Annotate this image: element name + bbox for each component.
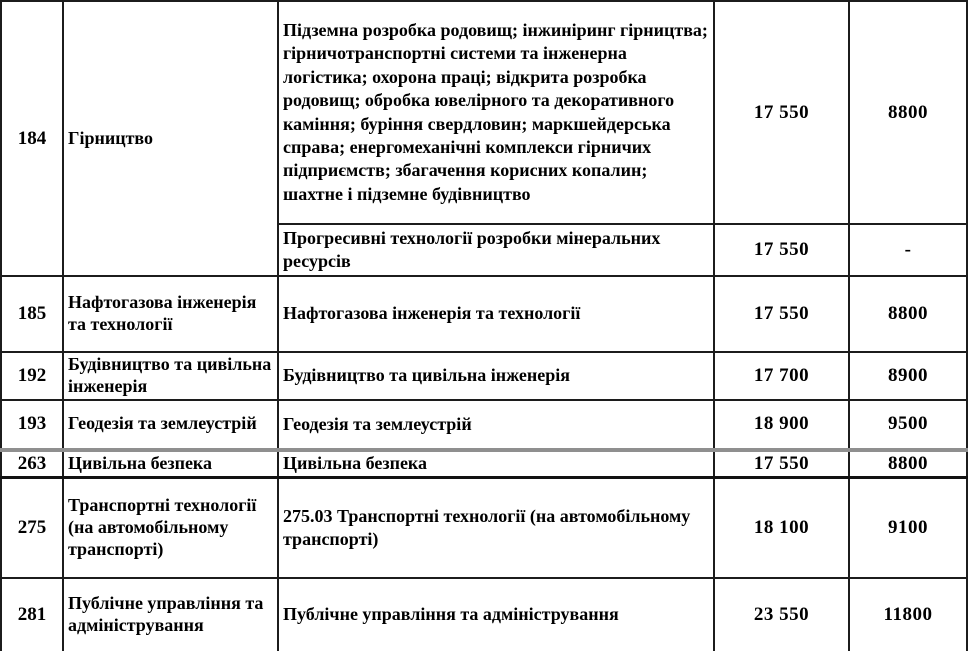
program-cell: Цивільна безпека: [278, 450, 714, 478]
code-cell: 193: [1, 400, 63, 450]
program-cell: Підземна розробка родовищ; інжиніринг гірництва; гірничотранспортні системи та інженерна логістика; охорона праці; відкрита розробка родовищ; обробка ювелірного та декоративного каміння; буріння свердловин; маркшейдерська справа; енергомеханічні комплекси гірничих підприємств; збагачення корисних копалин; шахтне і підземне будівництво: [278, 1, 714, 224]
price-contract-cell: 8800: [849, 1, 967, 224]
program-cell: Нафтогазова інженерія та технології: [278, 276, 714, 352]
price-contract-cell: 9100: [849, 478, 967, 578]
price-full-cell: 18 100: [714, 478, 849, 578]
price-contract-cell: 11800: [849, 578, 967, 651]
specialty-cell: Геодезія та землеустрій: [63, 400, 278, 450]
table-row: [1, 478, 967, 578]
specialty-cell: Гірництво: [63, 1, 278, 276]
table-row: [1, 276, 967, 352]
table-row: [1, 352, 967, 400]
table-row: [1, 450, 967, 478]
code-cell: 263: [1, 450, 63, 478]
program-cell: Прогресивні технології розробки мінеральних ресурсів: [278, 224, 714, 276]
specialty-cell: Транспортні технології (на автомобільному транспорті): [63, 478, 278, 578]
table-row: [1, 1, 967, 224]
price-full-cell: 17 700: [714, 352, 849, 400]
price-full-cell: 17 550: [714, 224, 849, 276]
table-row: [1, 400, 967, 450]
price-full-cell: 17 550: [714, 450, 849, 478]
code-cell: 184: [1, 1, 63, 276]
specialty-cell: Публічне управління та адміністрування: [63, 578, 278, 651]
price-full-cell: 18 900: [714, 400, 849, 450]
program-cell: Будівництво та цивільна інженерія: [278, 352, 714, 400]
price-contract-cell: 8800: [849, 450, 967, 478]
price-full-cell: 17 550: [714, 276, 849, 352]
program-cell: Геодезія та землеустрій: [278, 400, 714, 450]
program-cell: 275.03 Транспортні технології (на автомобільному транспорті): [278, 478, 714, 578]
specialty-cell: Цивільна безпека: [63, 450, 278, 478]
program-cell: Публічне управління та адміністрування: [278, 578, 714, 651]
price-contract-cell: -: [849, 224, 967, 276]
code-cell: 185: [1, 276, 63, 352]
code-cell: 275: [1, 478, 63, 578]
price-full-cell: 17 550: [714, 1, 849, 224]
price-full-cell: 23 550: [714, 578, 849, 651]
code-cell: 192: [1, 352, 63, 400]
specialty-cell: Будівництво та цивільна інженерія: [63, 352, 278, 400]
code-cell: 281: [1, 578, 63, 651]
price-contract-cell: 8900: [849, 352, 967, 400]
specialty-cell: Нафтогазова інженерія та технології: [63, 276, 278, 352]
price-contract-cell: 9500: [849, 400, 967, 450]
price-contract-cell: 8800: [849, 276, 967, 352]
table-row: [1, 578, 967, 651]
